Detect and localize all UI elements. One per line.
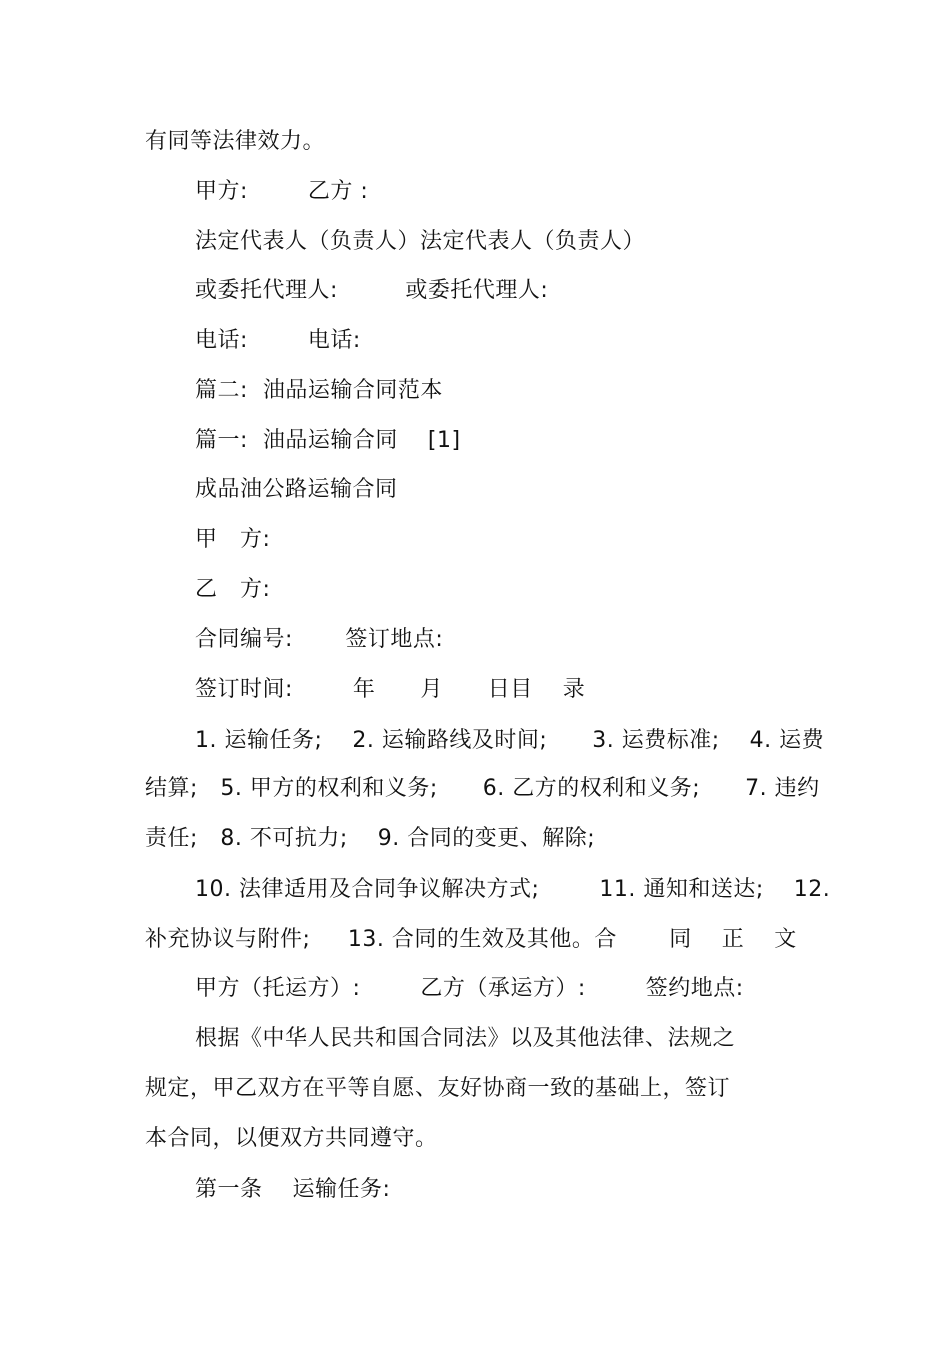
- document-title: 成品油公路运输合同: [195, 477, 398, 502]
- text-line: 法定代表人（负责人）法定代表人（负责人）: [195, 229, 646, 254]
- toc-line: 10. 法律适用及合同争议解决方式; 11. 通知和送达; 12.: [195, 877, 831, 902]
- paragraph-line: 根据《中华人民共和国合同法》以及其他法律、法规之: [195, 1026, 736, 1051]
- section-heading: 篇一: 油品运输合同 [1]: [195, 428, 461, 453]
- text-line: 合同编号: 签订地点:: [195, 627, 444, 652]
- text-line: 甲方: 乙方 :: [195, 179, 369, 204]
- article-heading: 第一条 运输任务:: [195, 1177, 391, 1202]
- toc-line: 结算; 5. 甲方的权利和义务; 6. 乙方的权利和义务; 7. 违约: [145, 776, 820, 801]
- text-line: 签订时间: 年 月 日目 录: [195, 677, 586, 702]
- text-line: 甲 方:: [195, 527, 271, 552]
- toc-line: 补充协议与附件; 13. 合同的生效及其他。合 同 正 文: [145, 927, 797, 952]
- paragraph-line: 规定，甲乙双方在平等自愿、友好协商一致的基础上，签订: [145, 1076, 731, 1101]
- section-heading: 篇二: 油品运输合同范本: [195, 378, 443, 403]
- text-line: 电话: 电话:: [195, 328, 361, 353]
- toc-line: 责任; 8. 不可抗力; 9. 合同的变更、解除;: [145, 826, 596, 851]
- paragraph-line: 本合同，以便双方共同遵守。: [145, 1126, 438, 1151]
- toc-line: 1. 运输任务; 2. 运输路线及时间; 3. 运费标准; 4. 运费: [195, 728, 825, 753]
- text-line: 或委托代理人: 或委托代理人:: [195, 278, 549, 303]
- text-line: 甲方（托运方）: 乙方（承运方）: 签约地点:: [195, 976, 744, 1001]
- text-line: 乙 方:: [195, 577, 271, 602]
- text-line: 有同等法律效力。: [145, 129, 326, 154]
